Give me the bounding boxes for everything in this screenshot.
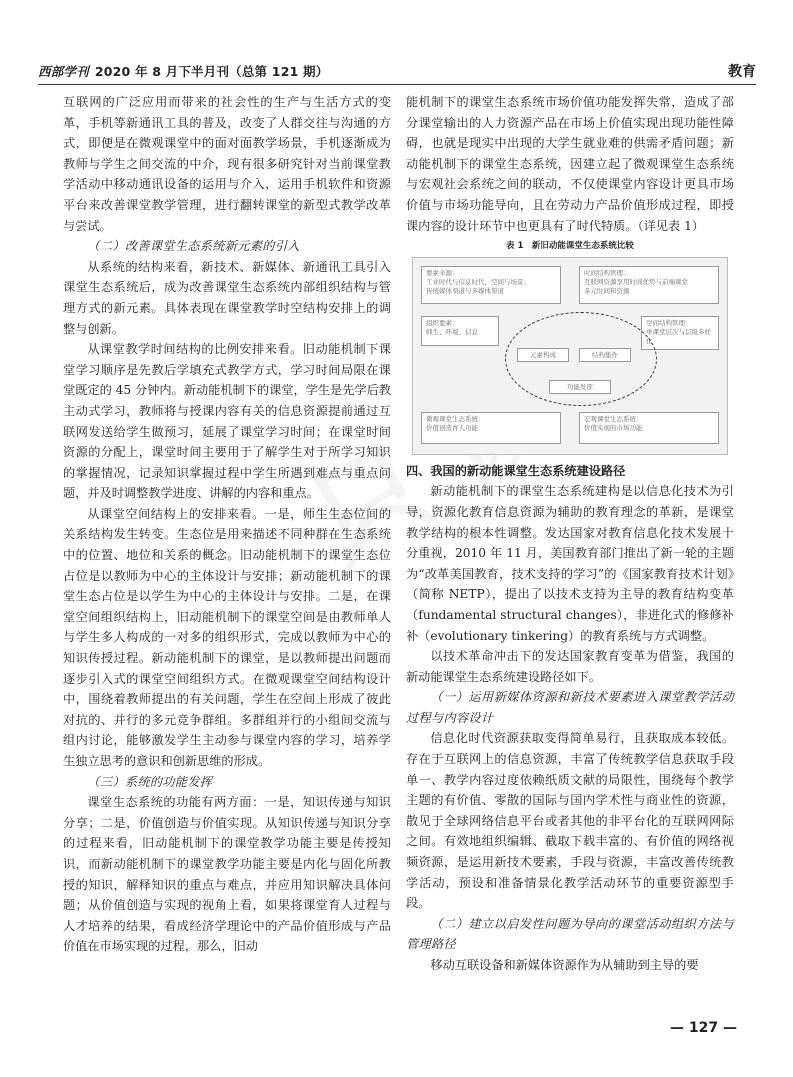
paragraph: 移动互联设备和新媒体资源作为从辅助到主导的要: [430, 958, 699, 972]
section-label: 教育: [728, 64, 756, 80]
paragraph: 以技术革命冲击下的发达国家教育变革为借鉴，我国的新动能课堂生态系统建设路径如下。: [406, 649, 734, 684]
journal-name: 西部学刊: [38, 64, 89, 79]
issue-info: 2020 年 8 月下半月刊（总第 121 期）: [94, 64, 329, 79]
figure-node-elements: 元素构成: [517, 348, 569, 362]
figure-box-space-structure: 空间结构管理： 单课堂层次与层级多样化: [641, 316, 719, 350]
paragraph: 从课堂教学时间结构的比例安排来看。旧动能机制下课堂学习顺序是先教后学填充式教学方式，学习时间局限在课堂既定的 45 分钟内。新动能机制下的课堂，学生是先学后教主动式学习，教师将与授课内容有关的信息资源提前通过互联网发送给学生做预习，延展了课堂学习时间；在课堂时间资源的分配上，课堂时间主要用于了解学生对于所学习知识的掌握情况，记录知识掌握过程中学生所遇到难点与重点问题，并及时调整教学进度、讲解的内容和重点。: [63, 342, 391, 501]
paragraph: 信息化时代资源获取变得简单易行，且获取成本较低。存在于互联网上的信息资源，丰富了传统教学信息获取手段单一、教学内容过度依赖纸质文献的局限性，围绕每个教学主题的有价值、零散的国际与国内学术性与商业性的资源，散见于全球网络信息平台或者其他的非平台化的互联网网际之间。有效地组织编辑、截取下载丰富的、有价值的网络视频资源，是运用新技术要素，手段与资源，丰富改善传统教学活动，预设和准备情景化教学活动环节的重要资源型手段。: [406, 731, 734, 911]
figure-node-structure: 结构集作: [579, 348, 631, 362]
section-heading: 四、我国的新动能课堂生态系统建设路径: [406, 463, 626, 478]
subsection-heading: （三）系统的功能发挥: [87, 774, 213, 789]
paragraph: 能机制下的课堂生态系统市场价值功能发挥失常，造成了部分课堂输出的人力资源产品在市场上价值实现出现功能性障碍，也就是现实中出现的大学生就业难的供需矛盾问题；新动能机制下的课堂生态系统，因建立起了微观课堂生态系统与宏观社会系统之间的联动，不仅使课堂内容设计更具市场价值与市场功能导向，且在劳动力产品价值形成过程，即授课内容的设计环节中也更具有了时代特质。（详见表 1）: [406, 95, 734, 233]
paragraph: 从系统的结构来看，新技术、新媒体、新通讯工具引入课堂生态系统后，成为改善课堂生态系统内部组织结构与管理方式的新元素。具体表现在课堂教学时空结构安排上的调整与创新。: [63, 259, 391, 336]
subsection-heading: （一）运用新媒体资源和新技术要素进入课堂教学活动过程与内容设计: [406, 690, 734, 725]
comparison-figure: [412, 257, 728, 455]
subsection-heading: （二）建立以启发性问题为导向的课堂活动组织方法与管理路径: [406, 916, 734, 952]
paragraph: 互联网的广泛应用而带来的社会性的生产与生活方式的变革，手机等新通讯工具的普及，改变了人群交往与沟通的方式，即便是在微观课堂中的面对面教学场景，手机逐渐成为教师与学生之间交流的中介，现有很多研究针对当前课堂教学活动中移动通讯设备的运用与介入，运用手机软件和资源平台来改善课堂教学管理，进行翻转课堂的新型式教学改革与尝试。: [63, 95, 391, 233]
figure-box-element-source: 要素来源： 工业时代与信息时代，空间与场景； 传统媒体渠道与多媒体渠道: [421, 266, 561, 304]
journal-masthead: [38, 62, 328, 80]
figure-box-macro-system: 宏观课堂生态系统： 价值实现的市场功能: [579, 412, 719, 444]
figure-caption: 表 1 新旧动能课堂生态系统比较: [506, 241, 634, 252]
paragraph: 新动能机制下的课堂生态系统建构是以信息化技术为引导，资源化教育信息资源为辅助的教育理念的革新，是课堂教学结构的根本性调整。发达国家对教育信息化技术发展十分重视，2010 年 11 月，美国教育部门推出了新一轮的主题为“改革美国教育，技术支持的学习”的《国家教育技术计划》（简称 NETP），提出了以技术支持为主导的教育结构变革（fundamental structural changes），非进化式的修修补补（evolutionary tinkering）的教育系统与方式调整。: [406, 484, 734, 643]
figure-box-organization: 组织要素： 师生、环境、信息: [421, 316, 499, 346]
right-column: [406, 92, 734, 976]
page-header: [38, 60, 756, 85]
subsection-heading: （二）改善课堂生态系统新元素的引入: [87, 239, 300, 254]
paragraph: 课堂生态系统的功能有两方面：一是，知识传递与知识分享；二是，价值创造与价值实现。从知识传递与知识分享的过程来看，旧动能机制下的课堂教学功能主要是传授知识，而新动能机制下的课堂教学功能主要是内化与固化所教授的知识，解释知识的重点与难点，并应用知识解决具体问题；从价值创造与实现的视角上看，如果将课堂育人过程与人才培养的结果，看成经济学理论中的产品价值形成与产品价值在市场实现的过程，那么，旧动: [63, 795, 391, 954]
paragraph: 从课堂空间结构上的安排来看。一是，师生生态位间的关系结构发生转变。生态位是用来描述不同种群在生态系统中的位置、地位和关系的概念。旧动能机制下的课堂生态位占位是以教师为中心的主体设计与安排；新动能机制下的课堂生态占位是以学生为中心的主体设计与安排。二是，在课堂空间组织结构上，旧动能机制下的课堂空间是由教师单人与学生多人构成的一对多的组织形式，完成以教师为中心的知识传授过程。新动能机制下的课堂，是以教师提出问题而逐步引入式的课堂空间组织方式。在微观课堂空间结构设计中，围绕着教师提出的有关问题，学生在空间上形成了彼此对抗的、并行的多元竞争群组。多群组并行的小组间交流与组内讨论，能够激发学生主动参与课堂内容的学习，培养学生独立思考的意识和创新思维的形成。: [63, 506, 391, 768]
figure-box-time-structure: 时间结构管理： 互联网资源享用时间优势与前端课堂 多元时间和资源: [579, 266, 719, 304]
left-column: [63, 92, 391, 957]
figure-node-function: 功能发挥: [549, 380, 611, 394]
page-number: — 127 —: [670, 1020, 737, 1036]
figure-box-micro-system: 微观课堂生态系统： 价值创造育人功能: [421, 412, 561, 444]
